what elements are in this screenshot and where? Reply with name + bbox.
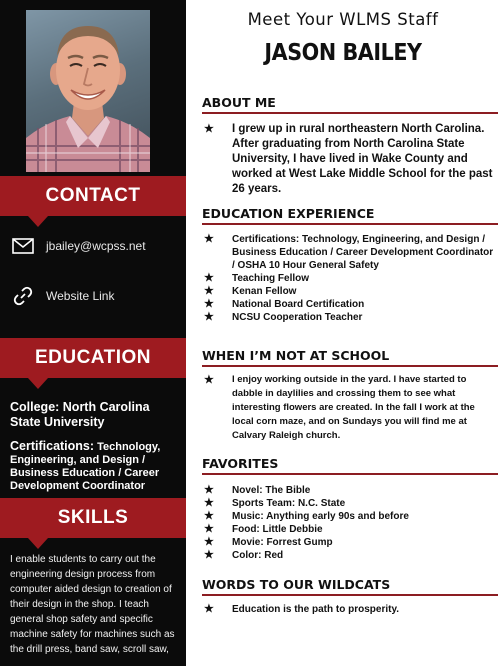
- not-at-school-list: [204, 373, 494, 443]
- list-item: ★ Kenan Fellow: [204, 285, 297, 297]
- wildcats-divider: [202, 594, 498, 596]
- star-icon: ★: [204, 549, 214, 561]
- wildcats-heading: WORDS TO OUR WILDCATS: [202, 577, 391, 592]
- list-item: ★ NCSU Cooperation Teacher: [204, 311, 363, 323]
- list-item: ★ Education is the path to prosperity.: [204, 603, 400, 615]
- website-contact[interactable]: [10, 286, 114, 306]
- star-icon: ★: [204, 523, 214, 535]
- email-address[interactable]: jbailey@wcpss.net: [46, 239, 146, 253]
- page-subtitle: Meet Your WLMS Staff: [247, 10, 439, 29]
- star-icon: ★: [204, 272, 214, 284]
- certifications-text: [10, 440, 184, 493]
- favorites-heading: FAVORITES: [202, 456, 279, 471]
- skills-text: I enable students to carry out the engineering design process from computer aided design to creation of their design in the shop. I teach general shop safety and specific machine safety for machines such as the drill press, band saw, scroll saw,: [10, 554, 175, 655]
- star-icon: ★: [204, 497, 214, 509]
- list-item: ★ Sports Team: N.C. State: [204, 497, 346, 509]
- star-icon: ★: [204, 510, 214, 522]
- favorites-list: [204, 484, 494, 562]
- about-heading: ABOUT ME: [202, 95, 276, 110]
- list-item: ★ Color: Red: [204, 549, 284, 561]
- certifications-lead: Certifications:: [10, 439, 95, 453]
- list-item: ★ I enjoy working outside in the yard. I have started to dabble in daylilies and crossing them to see what interesting flowers are created. In the fall I work at the local corn maze, and on Sundays you will find me at Calvary Raleigh church.: [204, 374, 475, 441]
- list-item: ★ Certifications: Technology, Engineering, and Design / Business Education / Career Development Coordinator / OSHA 10 Hour General Safety: [204, 233, 494, 271]
- star-icon: ★: [204, 603, 214, 615]
- list-item: ★ Teaching Fellow: [204, 272, 310, 284]
- star-icon: ★: [204, 311, 214, 323]
- favorites-divider: [202, 473, 498, 475]
- about-list: [204, 122, 494, 197]
- sidebar: [0, 0, 186, 666]
- star-icon: ★: [204, 374, 214, 386]
- education-heading: EDUCATION: [0, 338, 186, 378]
- wildcats-list: [204, 603, 494, 616]
- skills-heading: SKILLS: [0, 498, 186, 538]
- star-icon: ★: [204, 298, 214, 310]
- email-contact[interactable]: [10, 236, 146, 256]
- education-experience-heading: EDUCATION EXPERIENCE: [202, 206, 375, 221]
- list-item: ★ Novel: The Bible: [204, 484, 311, 496]
- star-icon: ★: [204, 123, 214, 135]
- staff-photo: [26, 10, 150, 172]
- list-item: ★ Music: Anything early 90s and before: [204, 510, 409, 522]
- portrait-illustration: [26, 10, 150, 172]
- certifications-list: Technology, Engineering, and Design / Business Education / Career Development Coordinator: [10, 441, 161, 492]
- star-icon: ★: [204, 233, 214, 245]
- list-item: ★ Food: Little Debbie: [204, 523, 323, 535]
- contact-heading: CONTACT: [0, 176, 186, 216]
- staff-name: JASON BAILEY: [264, 40, 422, 66]
- website-link[interactable]: Website Link: [46, 289, 115, 303]
- not-at-school-heading: WHEN I’M NOT AT SCHOOL: [202, 348, 390, 363]
- education-list: [204, 233, 494, 324]
- education-divider: [202, 223, 498, 225]
- star-icon: ★: [204, 285, 214, 297]
- list-item: ★ Movie: Forrest Gump: [204, 536, 333, 548]
- star-icon: ★: [204, 536, 214, 548]
- link-icon: [10, 286, 36, 306]
- not-at-school-divider: [202, 365, 498, 367]
- college-text: College: North Carolina State University: [10, 400, 150, 429]
- list-item: ★ I grew up in rural northeastern North Carolina. After graduating from North Carolina State University, I have lived in Wake County and worked at West Lake Middle School for the past 26 years.: [204, 123, 493, 195]
- star-icon: ★: [204, 484, 214, 496]
- about-divider: [202, 112, 498, 114]
- list-item: ★ National Board Certification: [204, 298, 365, 310]
- envelope-icon: [10, 236, 36, 256]
- main-content: [186, 0, 500, 666]
